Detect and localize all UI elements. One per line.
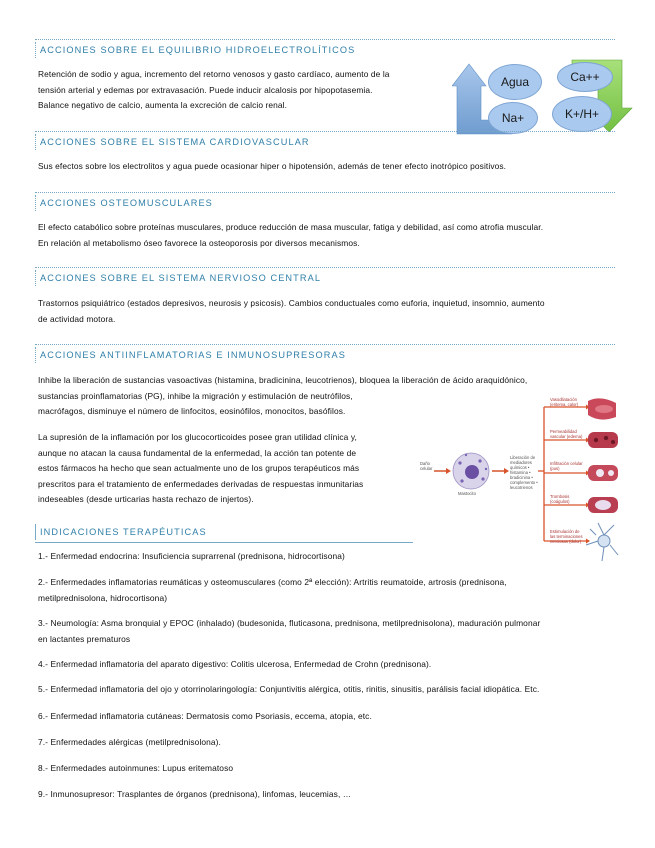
- paragraph-osteomusculares: [38, 220, 543, 251]
- text-line: En relación al metabolismo óseo favorece la osteoporosis por diversos mecanismos.: [38, 237, 360, 248]
- inflammation-figure: [420, 395, 620, 573]
- section-heading-indicaciones: INDICACIONES TERAPÉUTICAS: [35, 524, 207, 540]
- text-line: 2.- Enfermedades inflamatorias reumáticas y osteomusculares (como 2ª elección): Artritis reumatoide, artrosis (prednisona,: [38, 577, 507, 587]
- indication-item: [38, 735, 221, 751]
- vessel-vasodilatation: [588, 398, 616, 419]
- na-bubble: Na+: [488, 102, 538, 134]
- nerve-ending: [586, 523, 618, 561]
- text-line: indeseables (desde urticarias hasta rechazo de injertos).: [38, 494, 254, 505]
- cell-label: Mastocito: [458, 491, 476, 496]
- indication-item: [38, 682, 539, 698]
- indication-item: [38, 657, 431, 673]
- indication-item: [38, 549, 345, 565]
- electrolyte-diagram: [452, 58, 637, 136]
- text-line: Trastornos psiquiátrico (estados depresivos, neurosis y psicosis). Cambios conductuales como euforia, inquietud, insomnio, aumento: [38, 298, 545, 308]
- mediators-label: Liberación de mediadores químicos • histamina • bradicinina • complemento • leucotrienos: [510, 455, 538, 490]
- text-line: La supresión de la inflamación por los glucocorticoides posee gran utilidad clínica y,: [38, 432, 357, 442]
- text-line: 3.- Neumología: Asma bronquial y EPOC (inhalado) (budesonida, fluticasona, prednisona, metilprednisolona), maduración pulmonar: [38, 618, 541, 628]
- indication-item: [38, 709, 372, 725]
- vessel-thrombosis: [588, 497, 618, 513]
- section-heading-osteomusculares: ACCIONES OSTEOMUSCULARES: [35, 195, 213, 211]
- text-line: 9.- Inmunosupresor: Trasplantes de órganos (prednisona), linfomas, leucemias, …: [38, 789, 352, 799]
- text-line: 4.- Enfermedad inflamatoria del aparato digestivo: Colitis ulcerosa, Enfermedad de Crohn (prednisona).: [38, 659, 432, 669]
- indication-item: [38, 616, 540, 647]
- indication-item: [38, 787, 351, 803]
- vessel-permeability: [588, 432, 618, 448]
- text-line: en lactantes prematuros: [38, 633, 131, 644]
- effect-label: Permeabilidad vascular (edema): [550, 429, 583, 439]
- text-line: 8.- Enfermedades autoinmunes: Lupus eritematoso: [38, 763, 234, 773]
- paragraph-nervioso: [38, 296, 545, 327]
- kh-bubble: K+/H+: [552, 96, 612, 132]
- text-line: sustancias proinflamatorias (PG), inhibe la migración y estimulación de neutrófilos,: [38, 390, 353, 401]
- text-line: prescritos para el tratamiento de enfermedades derivadas de respuestas inmunitarias: [38, 478, 364, 489]
- section-heading-equilibrio: ACCIONES SOBRE EL EQUILIBRIO HIDROELECTROLÍTICOS: [35, 42, 355, 58]
- text-line: tensión arterial y edemas por extravasación. Puede inducir alcalosis por hipopotasemia.: [38, 84, 373, 95]
- text-line: Inhibe la liberación de sustancias vasoactivas (histamina, bradicinina, leucotrienos), bloquea la liberación de ácido araquidónico,: [38, 375, 528, 385]
- effect-label: Infiltración celular (pus): [550, 461, 583, 471]
- text-line: Balance negativo de calcio, aumenta la excreción de calcio renal.: [38, 100, 288, 111]
- text-line: 1.- Enfermedad endocrina: Insuficiencia suprarrenal (prednisona, hidrocortisona): [38, 551, 345, 561]
- stimulus-label: Daño celular: [420, 461, 433, 471]
- section-heading-nervioso: ACCIONES SOBRE EL SISTEMA NERVIOSO CENTRAL: [35, 270, 321, 286]
- text-line: estos fármacos ha hecho que sean actualmente uno de los grupos terapéuticos más: [38, 463, 360, 474]
- vessel-infiltration: [588, 465, 618, 481]
- paragraph-cardiovascular: [38, 159, 506, 175]
- text-line: de actividad motora.: [38, 313, 116, 324]
- paragraph-equilibrio: [38, 67, 390, 114]
- effect-label: Trombosis (coágulos): [550, 494, 570, 504]
- text-line: metilprednisolona, hidrocortisona): [38, 592, 168, 603]
- section-heading-antiinflamatorias: ACCIONES ANTIINFLAMATORIAS E INMUNOSUPRESORAS: [35, 347, 346, 363]
- text-line: macrófagos, disminuye el número de linfocitos, eosinófilos, monocitos, basófilos.: [38, 406, 346, 417]
- indication-item: [38, 761, 233, 777]
- agua-bubble: Agua: [488, 64, 542, 100]
- effect-label: Estimulación de las terminaciones nerviosas (dolor): [550, 529, 583, 544]
- ca-bubble: Ca++: [557, 62, 613, 92]
- section-heading-cardiovascular: ACCIONES SOBRE EL SISTEMA CARDIOVASCULAR: [35, 134, 310, 150]
- text-line: Retención de sodio y agua, incremento del retorno venosos y gasto cardíaco, aumento de la: [38, 69, 390, 79]
- text-line: aunque no atacan la causa fundamental de la enfermedad, la acción tan potente de: [38, 447, 357, 458]
- text-line: 5.- Enfermedad inflamatoria del ojo y otorrinolaringología: Conjuntivitis alérgica, otitis, rinitis, sinusitis, parálisis facial idiopática. Etc.: [38, 684, 540, 694]
- text-line: El efecto catabólico sobre proteínas musculares, produce reducción de masa muscular, fatiga y debilidad, así como atrofia muscular.: [38, 222, 544, 232]
- paragraph-antiinflamatorias-2: [38, 430, 363, 508]
- text-line: Sus efectos sobre los electrolitos y agua puede ocasionar hiper o hipotensión, además de tener efecto inotrópico positivos.: [38, 161, 507, 171]
- text-line: 7.- Enfermedades alérgicas (metilprednisolona).: [38, 737, 221, 747]
- effect-label: Vasodilatación (eritema, calor): [550, 397, 579, 407]
- text-line: 6.- Enfermedad inflamatoria cutáneas: Dermatosis como Psoriasis, eccema, atopia, etc.: [38, 711, 372, 721]
- indication-item: [38, 575, 507, 606]
